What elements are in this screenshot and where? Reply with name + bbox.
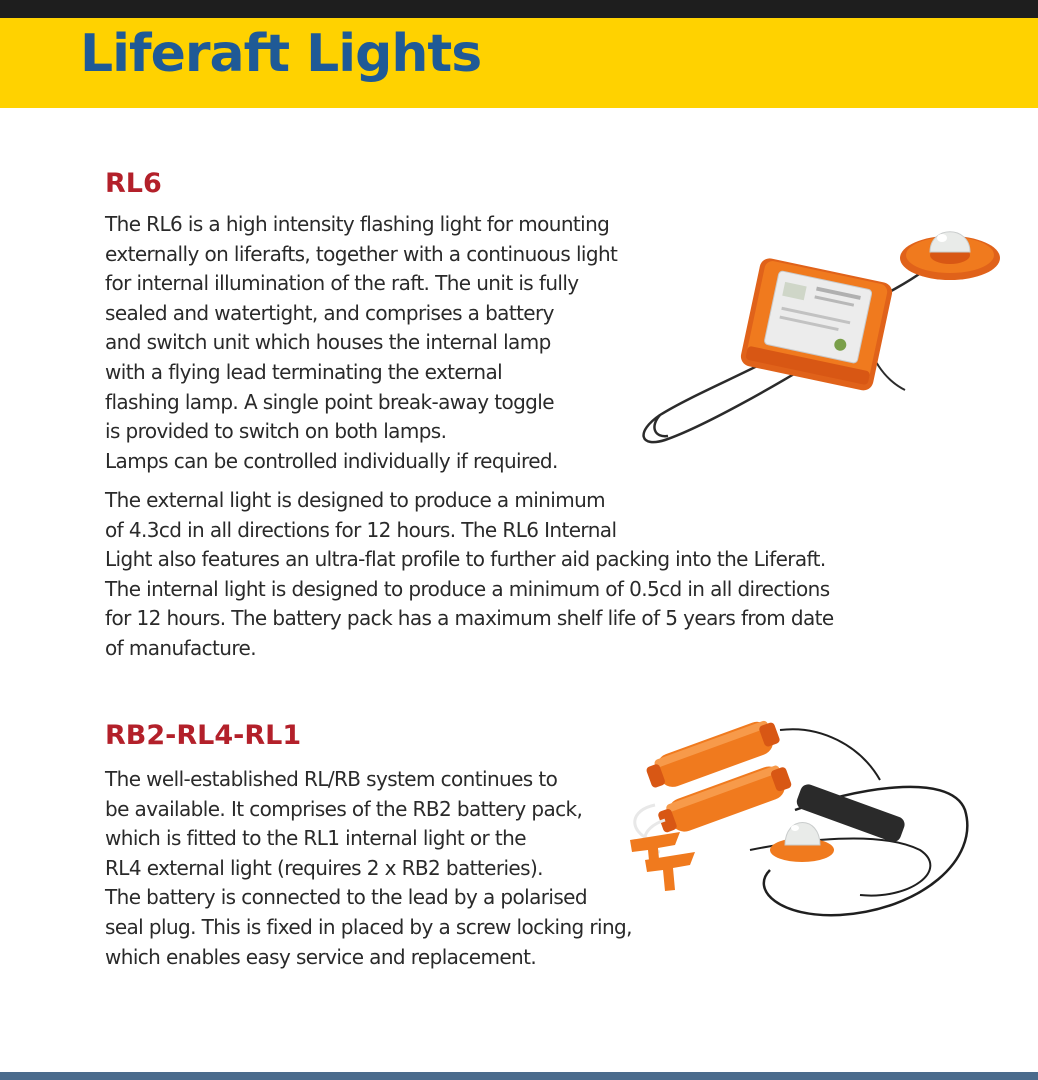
text-line: of manufacture. xyxy=(105,635,256,660)
rl6-description xyxy=(105,210,617,476)
page-title: Liferaft Lights xyxy=(80,24,482,84)
text-line: externally on liferafts, together with a continuous light xyxy=(105,241,618,266)
text-line: The internal light is designed to produce a minimum of 0.5cd in all directions xyxy=(105,576,830,601)
text-line: RL4 external light (requires 2 x RB2 batteries). xyxy=(105,855,543,880)
text-line: of 4.3cd in all directions for 12 hours. The RL6 Internal xyxy=(105,517,617,542)
bottom-bar xyxy=(0,1072,1038,1080)
rl6-heading: RL6 xyxy=(105,168,162,199)
text-line: The RL6 is a high intensity flashing light for mounting xyxy=(105,212,610,236)
text-line: Lamps can be controlled individually if required. xyxy=(105,448,558,473)
text-line: The well-established RL/RB system continues to xyxy=(105,767,558,791)
text-line: with a flying lead terminating the external xyxy=(105,359,503,384)
text-line: sealed and watertight, and comprises a battery xyxy=(105,300,554,325)
text-line: The external light is designed to produce a minimum xyxy=(105,488,606,512)
text-line: be available. It comprises of the RB2 battery pack, xyxy=(105,796,583,821)
text-line: which enables easy service and replacement. xyxy=(105,944,537,969)
text-line: flashing lamp. A single point break-away toggle xyxy=(105,389,554,414)
rl6-specifications xyxy=(105,486,834,664)
text-line: which is fitted to the RL1 internal light or the xyxy=(105,826,526,851)
rb2-heading: RB2-RL4-RL1 xyxy=(105,720,302,751)
text-line: The battery is connected to the lead by a polarised xyxy=(105,885,587,910)
text-line: Light also features an ultra-flat profile to further aid packing into the Liferaft. xyxy=(105,547,826,572)
rl6-light-unit-image xyxy=(620,200,1020,470)
rb2-description xyxy=(105,765,632,972)
text-line: is provided to switch on both lamps. xyxy=(105,419,447,444)
text-line: and switch unit which houses the internal lamp xyxy=(105,330,551,355)
top-dark-bar xyxy=(0,0,1038,18)
text-line: for 12 hours. The battery pack has a maximum shelf life of 5 years from date xyxy=(105,606,834,631)
header-banner xyxy=(0,18,1038,108)
rb2-battery-lights-image xyxy=(620,700,990,945)
text-line: seal plug. This is fixed in placed by a screw locking ring, xyxy=(105,914,632,939)
text-line: for internal illumination of the raft. The unit is fully xyxy=(105,271,579,296)
